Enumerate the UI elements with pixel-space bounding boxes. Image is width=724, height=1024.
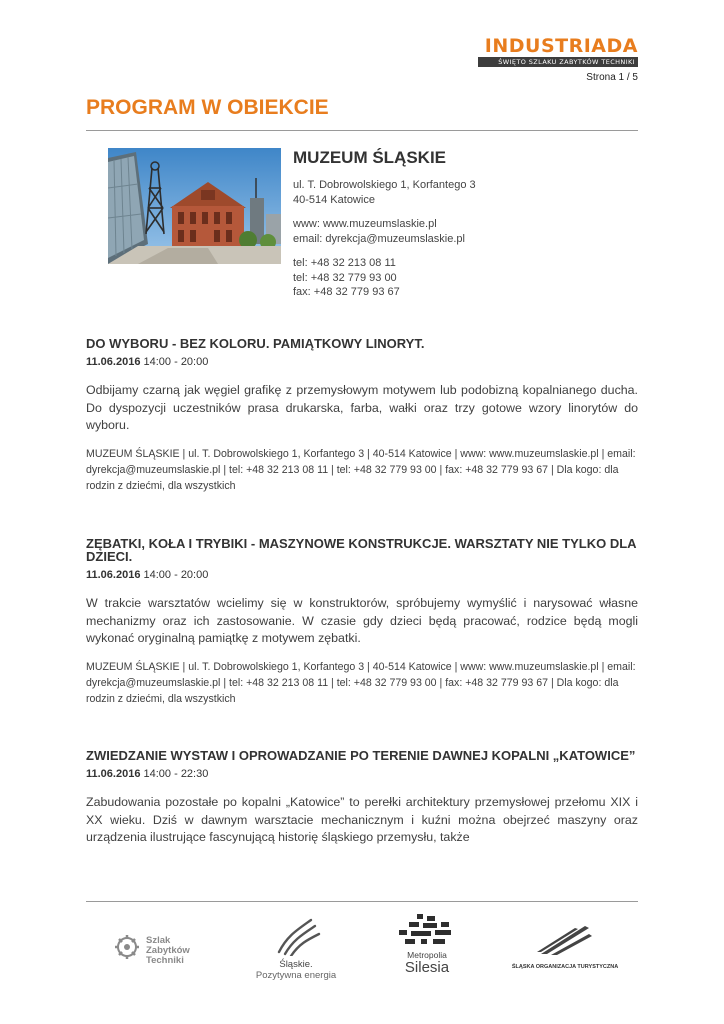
- museum-email[interactable]: email: dyrekcja@muzeumslaskie.pl: [293, 232, 465, 245]
- event-time: 14:00 - 22:30: [143, 768, 209, 780]
- event-date-day: 11.06.2016: [86, 768, 141, 780]
- museum-name: MUZEUM ŚLĄSKIE: [293, 148, 446, 167]
- event-title: ZWIEDZANIE WYSTAW I OPROWADZANIE PO TERENIE DAWNEJ KOPALNI „KATOWICE”: [86, 748, 636, 763]
- sot-label: ŚLĄSKA ORGANIZACJA TURYSTYCZNA: [511, 964, 619, 970]
- museum-address-line2: 40-514 Katowice: [293, 193, 375, 206]
- szlak-zabytkow-logo: [114, 928, 214, 968]
- footer-divider: [86, 901, 638, 902]
- szlak-zabytkow-text: Szlak Zabytków Techniki: [146, 935, 190, 966]
- museum-tel2: tel: +48 32 779 93 00: [293, 271, 397, 284]
- industriada-wordmark: INDUSTRIADA: [484, 35, 638, 57]
- event-date: [86, 356, 638, 368]
- museum-www[interactable]: www: www.muzeumslaskie.pl: [293, 218, 437, 230]
- metropolia-label: Metropolia: [407, 950, 447, 960]
- silesia-label: Silesia: [404, 959, 450, 976]
- event-info: MUZEUM ŚLĄSKIE | ul. T. Dobrowolskiego 1, Korfantego 3 | 40-514 Katowice | www: www.muzeumslaskie.pl | email: dyrekcja@muzeumslaskie.pl | tel: +48 32 213 08 11 | tel: +48 32 779 93 00 | fax: +48 32 779 93 67 | Dla kogo: dla rodzin z dziećmi, dla wszystkich: [86, 447, 636, 492]
- event-time: 14:00 - 20:00: [143, 356, 209, 368]
- event-description: Zabudowania pozostałe po kopalni „Katowice” to perełki architektury przemysłowej przełomu XIX i XX wieku. Dziś w dawnym warsztacie mechanicznym i kuźni można obejrzeć maszyny oraz urządzenia ilustrujące fascynującą historię śląskiego przemysłu, także: [86, 795, 638, 844]
- event-description: W trakcie warsztatów wcielimy się w konstruktorów, spróbujemy wymyślić i narysować własne mechanizmy oraz ich zastosowanie. W czasie gdy dzieci będą pracować, rodzice będą mogli wykonać oryginalną pamiątkę z motywem zębatki.: [86, 596, 638, 645]
- museum-address-line1: ul. T. Dobrowolskiego 1, Korfantego 3: [293, 179, 476, 191]
- title-divider: [86, 130, 638, 131]
- metropolia-silesia-logo: [382, 914, 472, 988]
- event-title: DO WYBORU - BEZ KOLORU. PAMIĄTKOWY LINORYT.: [86, 336, 425, 351]
- event-title: ZĘBATKI, KOŁA I TRYBIKI - MASZYNOWE KONSTRUKCJE. WARSZTATY NIE TYLKO DLA DZIECI.: [86, 536, 637, 564]
- museum-info: [293, 148, 476, 300]
- event-1: [86, 337, 638, 494]
- industriada-logo: [478, 36, 638, 67]
- event-info: MUZEUM ŚLĄSKIE | ul. T. Dobrowolskiego 1, Korfantego 3 | 40-514 Katowice | www: www.muzeumslaskie.pl | email: dyrekcja@muzeumslaskie.pl | tel: +48 32 213 08 11 | tel: +48 32 779 93 00 | fax: +48 32 779 93 67 | Dla kogo: dla rodzin z dziećmi, dla wszystkich: [86, 660, 636, 705]
- event-date: [86, 768, 638, 780]
- event-date-day: 11.06.2016: [86, 356, 141, 368]
- event-date: [86, 569, 638, 581]
- museum-photo: [108, 148, 281, 264]
- slaskie-waves-icon: [271, 916, 321, 956]
- sot-swoosh-icon: [535, 922, 595, 956]
- museum-tel1: tel: +48 32 213 08 11: [293, 257, 396, 269]
- industriada-tagline: ŚWIĘTO SZLAKU ZABYTKÓW TECHNIKI: [478, 57, 638, 67]
- slaska-organizacja-logo: [506, 922, 624, 982]
- event-2: [86, 537, 638, 707]
- event-date-day: 11.06.2016: [86, 569, 141, 581]
- event-description: Odbijamy czarną jak węgiel grafikę z przemysłowym motywem lub podobizną kopalnianego ducha. Do dyspozycji uczestników prasa drukarska, farba, wałki oraz trzy gotowe wzory linorytów do wyboru.: [86, 383, 638, 432]
- gear-icon: [114, 932, 144, 962]
- page-number: Strona 1 / 5: [586, 72, 638, 83]
- museum-fax: fax: +48 32 779 93 67: [293, 286, 400, 298]
- footer-logos: [86, 912, 638, 992]
- metropolia-pixel-icon: [395, 914, 459, 946]
- event-3: [86, 749, 638, 847]
- slaskie-name: Śląskie.: [279, 959, 313, 970]
- slaskie-slogan: Pozytywna energia: [255, 970, 337, 981]
- page-title: PROGRAM W OBIEKCIE: [86, 96, 329, 119]
- event-time: 14:00 - 20:00: [143, 569, 209, 581]
- slaskie-logo: [246, 916, 346, 986]
